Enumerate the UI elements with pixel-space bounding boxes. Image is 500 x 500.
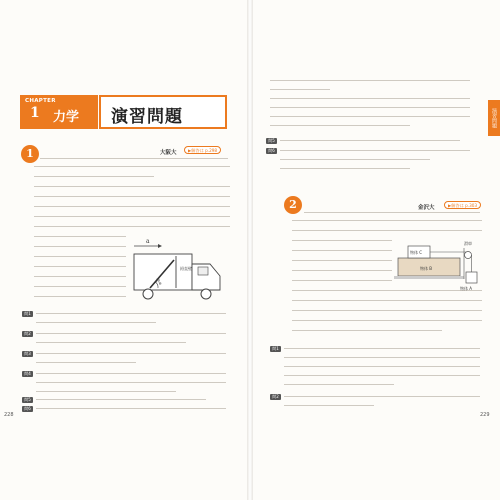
question-badge: 問2 — [22, 331, 33, 337]
page-title: 演習問題 — [111, 107, 183, 127]
answer-reference-badge[interactable]: ▶解答は p.303 — [444, 201, 481, 209]
blocks-pulley-figure — [394, 234, 482, 294]
chapter-tag — [20, 95, 98, 129]
block-c-label: 物体 C — [410, 250, 423, 255]
block-b-label: 物体 B — [420, 266, 433, 271]
question-badge: 問4 — [22, 371, 33, 377]
problem-university: 大阪大 — [160, 150, 177, 156]
rod-label: 棒 — [156, 278, 160, 283]
question-badge: 問5 — [22, 397, 33, 403]
chapter-number: 1 — [30, 105, 40, 121]
question-badge: 問1 — [270, 346, 281, 352]
block-a-label: 物体 A — [460, 286, 473, 291]
left-page — [0, 0, 248, 500]
chapter-subject: 力学 — [53, 110, 80, 125]
question-badge: 問5 — [266, 138, 277, 144]
pulley-label: 滑車 — [464, 241, 472, 246]
question-badge: 問6 — [266, 148, 277, 154]
problem-number-1: 1 — [21, 145, 39, 163]
wall-label: 鉛直壁 — [180, 266, 192, 271]
truck-rod-figure — [128, 236, 230, 306]
problem-divider — [304, 212, 480, 213]
thumb-index-tab: 演習問題 — [488, 100, 500, 136]
problem-number-2: 2 — [284, 196, 302, 214]
page-title-box — [99, 95, 227, 129]
right-page — [252, 0, 500, 500]
accel-label: a — [146, 238, 150, 245]
question-badge: 問3 — [22, 351, 33, 357]
question-badge: 問2 — [270, 394, 281, 400]
problem-university: 金沢大 — [418, 205, 435, 211]
page-number-left: 228 — [4, 412, 14, 418]
problem-divider — [40, 158, 228, 159]
question-badge: 問1 — [22, 311, 33, 317]
page-number-right: 229 — [480, 412, 490, 418]
answer-reference-badge[interactable]: ▶解答は p.298 — [184, 146, 221, 154]
chapter-label: CHAPTER — [25, 98, 56, 104]
angle-label: θ — [159, 281, 162, 286]
question-badge: 問6 — [22, 406, 33, 412]
